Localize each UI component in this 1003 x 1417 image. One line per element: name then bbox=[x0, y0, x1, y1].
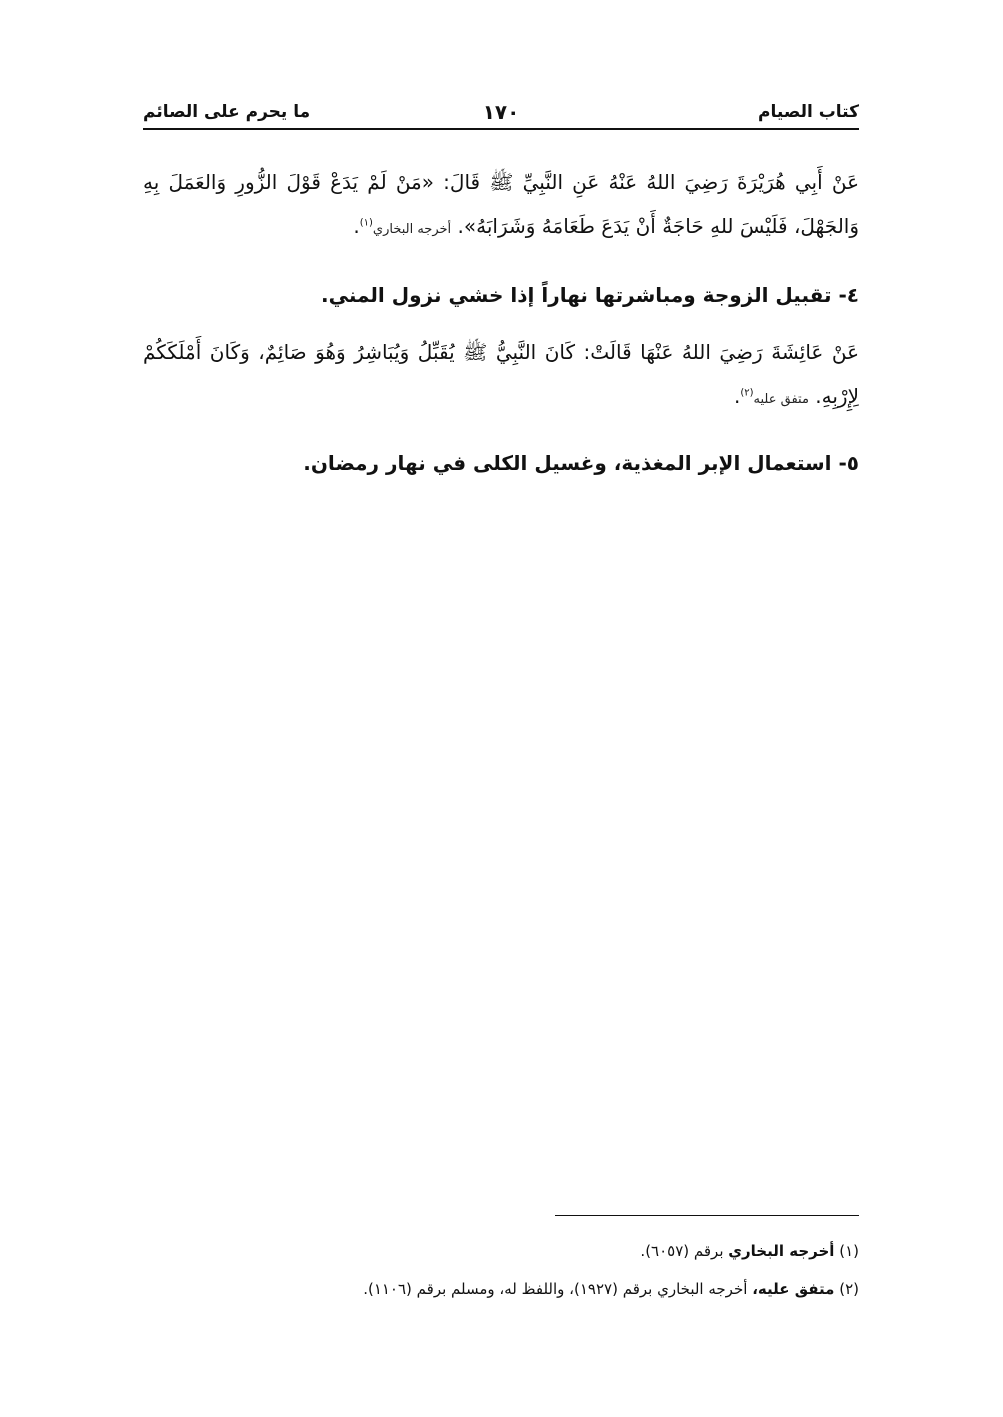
chapter-title: ما يحرم على الصائم bbox=[143, 102, 311, 122]
footnote-1 bbox=[143, 1232, 859, 1270]
book-title: كتاب الصيام bbox=[758, 102, 859, 122]
footnote-ref: (٢) bbox=[740, 387, 754, 399]
footnote-text: برقم (٦٠٥٧). bbox=[640, 1242, 724, 1260]
footnote-bold-text: أخرجه البخاري bbox=[728, 1242, 835, 1260]
sentence-end: . bbox=[733, 384, 741, 408]
footnote-separator bbox=[555, 1215, 859, 1216]
hadith-source: متفق عليه bbox=[753, 392, 809, 407]
header-rule bbox=[143, 128, 859, 130]
hadith-source: أخرجه البخاري bbox=[372, 222, 452, 237]
sentence-end: . bbox=[353, 214, 360, 238]
section-heading-4: ٤- تقبيل الزوجة ومباشرتها نهاراً إذا خشي نزول المني. bbox=[321, 283, 859, 307]
footnote-number: (٢) bbox=[839, 1280, 859, 1298]
footnotes bbox=[143, 1232, 859, 1308]
section-heading-5: ٥- استعمال الإبر المغذية، وغسيل الكلى في نهار رمضان. bbox=[303, 451, 859, 475]
footnote-number: (١) bbox=[839, 1242, 859, 1260]
hadith-text: عَنْ عَائِشَةَ رَضِيَ اللهُ عَنْهَا قَالَتْ: كَانَ النَّبِيُّ ﷺ يُقَبِّلُ وَيُبَاشِرُ وَهُوَ صَائِمٌ، وَكَانَ أَمْلَكَكُمْ لِإِرْبِهِ. bbox=[143, 340, 859, 408]
hadith-aisha bbox=[143, 330, 859, 422]
footnote-2 bbox=[143, 1270, 859, 1308]
footnote-text: أخرجه البخاري برقم (١٩٢٧)، واللفظ له، ومسلم برقم (١١٠٦). bbox=[363, 1280, 748, 1298]
footnote-bold-text: متفق عليه، bbox=[752, 1280, 835, 1298]
running-header bbox=[143, 98, 859, 130]
hadith-text: عَنْ أَبِي هُرَيْرَةَ رَضِيَ اللهُ عَنْهُ عَنِ النَّبِيِّ ﷺ قَالَ: «مَنْ لَمْ يَدَعْ قَوْلَ الزُّورِ وَالعَمَلَ بِهِ وَالجَهْلَ، فَلَيْسَ للهِ حَاجَةٌ أَنْ يَدَعَ طَعَامَهُ وَشَرَابَهُ». bbox=[143, 170, 859, 238]
page-number: ١٧٠ bbox=[482, 100, 520, 124]
hadith-abu-hurairah bbox=[143, 160, 859, 252]
footnote-ref: (١) bbox=[359, 217, 373, 229]
